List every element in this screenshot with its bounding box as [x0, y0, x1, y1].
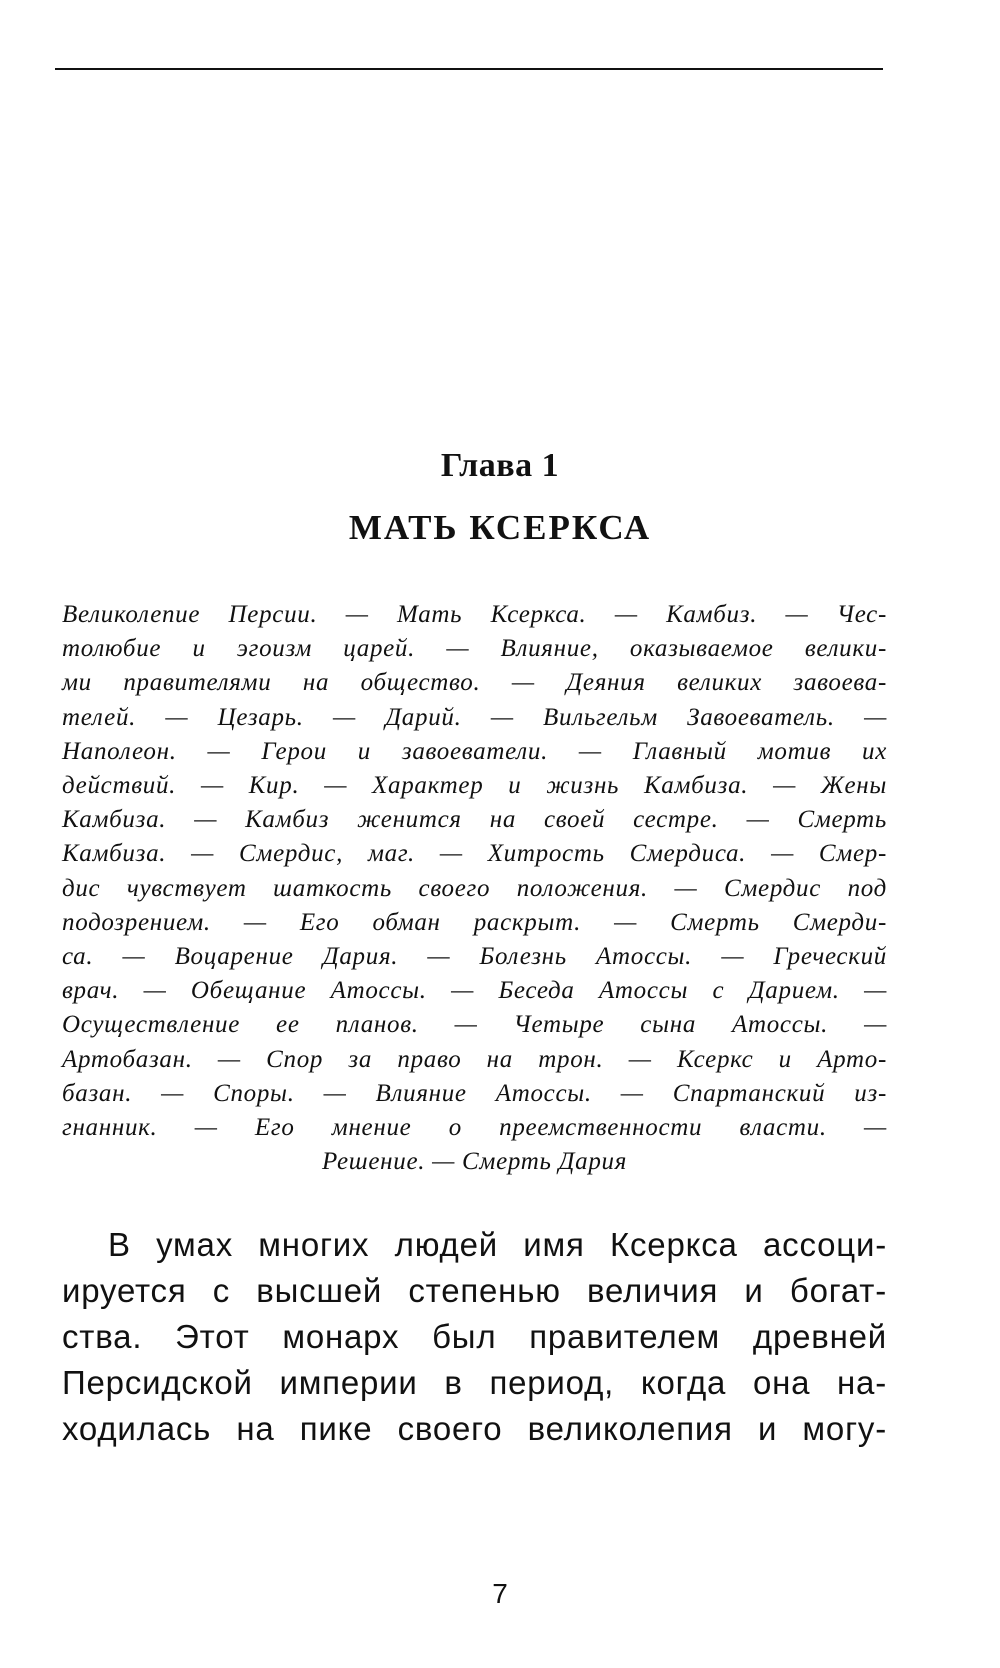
synopsis-line: Камбиза. — Смердис, маг. — Хитрость Смердиса. — Смер-: [62, 840, 887, 868]
body-line: Персидской империи в период, когда она на-: [62, 1364, 887, 1401]
synopsis-line-last: Решение. — Смерть Дария: [321, 1148, 628, 1176]
body-line: ируется с высшей степенью величия и богат-: [62, 1272, 887, 1309]
page-number: 7: [492, 1578, 508, 1609]
synopsis-line: телей. — Цезарь. — Дарий. — Вильгельм Завоеватель. —: [62, 703, 887, 731]
body-paragraph: [62, 1222, 887, 1452]
synopsis-line: Камбиза. — Камбиз женится на своей сестре. — Смерть: [62, 806, 887, 834]
synopsis-line: действий. — Кир. — Характер и жизнь Камбиза. — Жены: [62, 772, 887, 800]
synopsis-line: подозрением. — Его обман раскрыт. — Смерть Смерди-: [62, 908, 887, 936]
synopsis-line: врач. — Обещание Атоссы. — Беседа Атоссы с Дарием. —: [62, 977, 887, 1005]
synopsis-line: гнанник. — Его мнение о преемственности власти. —: [62, 1114, 887, 1142]
synopsis-line: са. — Воцарение Дария. — Болезнь Атоссы. — Греческий: [62, 943, 887, 971]
header-rule: [55, 68, 883, 70]
synopsis-line: ми правителями на общество. — Деяния великих завоева-: [62, 669, 887, 697]
synopsis-line: Артобазан. — Спор за право на трон. — Ксеркс и Арто-: [62, 1045, 887, 1073]
chapter-number: Глава 1: [440, 447, 560, 484]
chapter-synopsis: [62, 598, 887, 1179]
body-line: В умах многих людей имя Ксеркса ассоци-: [108, 1226, 887, 1263]
synopsis-line: Великолепие Персии. — Мать Ксеркса. — Камбиз. — Чес-: [62, 601, 887, 628]
synopsis-line: Осуществление ее планов. — Четыре сына Атоссы. —: [62, 1011, 887, 1039]
synopsis-line: толюбие и эгоизм царей. — Влияние, оказываемое велики-: [62, 635, 887, 663]
synopsis-line: Наполеон. — Герои и завоеватели. — Главный мотив их: [62, 737, 887, 765]
body-line: ходилась на пике своего великолепия и могу-: [62, 1410, 887, 1447]
synopsis-line: дис чувствует шаткость своего положения. — Смердис под: [62, 874, 887, 902]
chapter-title: МАТЬ КСЕРКСА: [348, 508, 652, 547]
synopsis-line: базан. — Споры. — Влияние Атоссы. — Спартанский из-: [62, 1079, 887, 1107]
body-line: ства. Этот монарх был правителем древней: [62, 1318, 887, 1355]
